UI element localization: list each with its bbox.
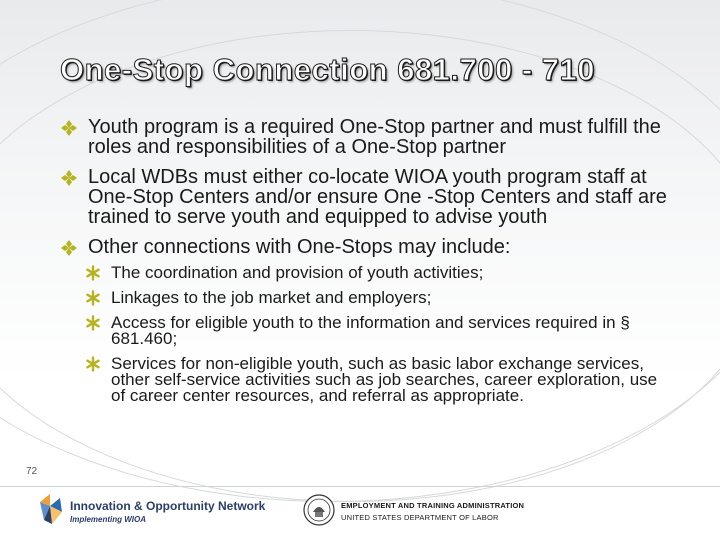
sub-bullet-item xyxy=(60,315,670,347)
footer-divider xyxy=(0,486,720,487)
asterisk-bullet-icon xyxy=(85,290,101,306)
bullet-text: Other connections with One-Stops may include: xyxy=(88,236,511,258)
bullet-item xyxy=(60,117,670,157)
bullet-item xyxy=(60,237,670,257)
footer-left-logo-subtitle: Implementing WIOA xyxy=(70,515,146,524)
bullet-item xyxy=(60,167,670,227)
sub-bullet-text: The coordination and provision of youth activities; xyxy=(111,263,484,282)
bullet-text: Local WDBs must either co-locate WIOA youth program staff at One-Stop Centers and/or ensure One -Stop Centers and staff are trained to serve youth and equipped to advise youth xyxy=(88,166,667,228)
footer-right-logo-subtitle: UNITED STATES DEPARTMENT OF LABOR xyxy=(341,513,499,522)
diamond-bullet-icon xyxy=(60,119,78,137)
slide-body xyxy=(60,117,670,413)
sub-bullet-item xyxy=(60,265,670,281)
sub-bullet-text: Services for non-eligible youth, such as basic labor exchange services, other self-service activities such as job searches, career exploration, use of career center resources, and referral as appropriate. xyxy=(111,354,658,405)
sub-bullet-text: Access for eligible youth to the information and services required in § 681.460; xyxy=(111,313,630,348)
ion-network-logo-icon xyxy=(36,492,66,526)
sub-bullet-item xyxy=(60,356,670,404)
diamond-bullet-icon xyxy=(60,169,78,187)
asterisk-bullet-icon xyxy=(85,315,101,331)
sub-bullet-text: Linkages to the job market and employers; xyxy=(111,288,432,307)
footer-left-logo-title: Innovation & Opportunity Network xyxy=(70,499,266,513)
asterisk-bullet-icon xyxy=(85,356,101,372)
diamond-bullet-icon xyxy=(60,239,78,257)
dol-seal-icon xyxy=(303,494,335,526)
footer-right-logo-title: EMPLOYMENT AND TRAINING ADMINISTRATION xyxy=(341,501,525,510)
sub-bullet-list xyxy=(60,265,670,404)
bullet-text: Youth program is a required One-Stop partner and must fulfill the roles and responsibilities of a One-Stop partner xyxy=(88,116,661,158)
sub-bullet-item xyxy=(60,290,670,306)
page-number: 72 xyxy=(26,466,38,477)
slide-title: One-Stop Connection 681.700 - 710 xyxy=(60,52,596,87)
asterisk-bullet-icon xyxy=(85,265,101,281)
